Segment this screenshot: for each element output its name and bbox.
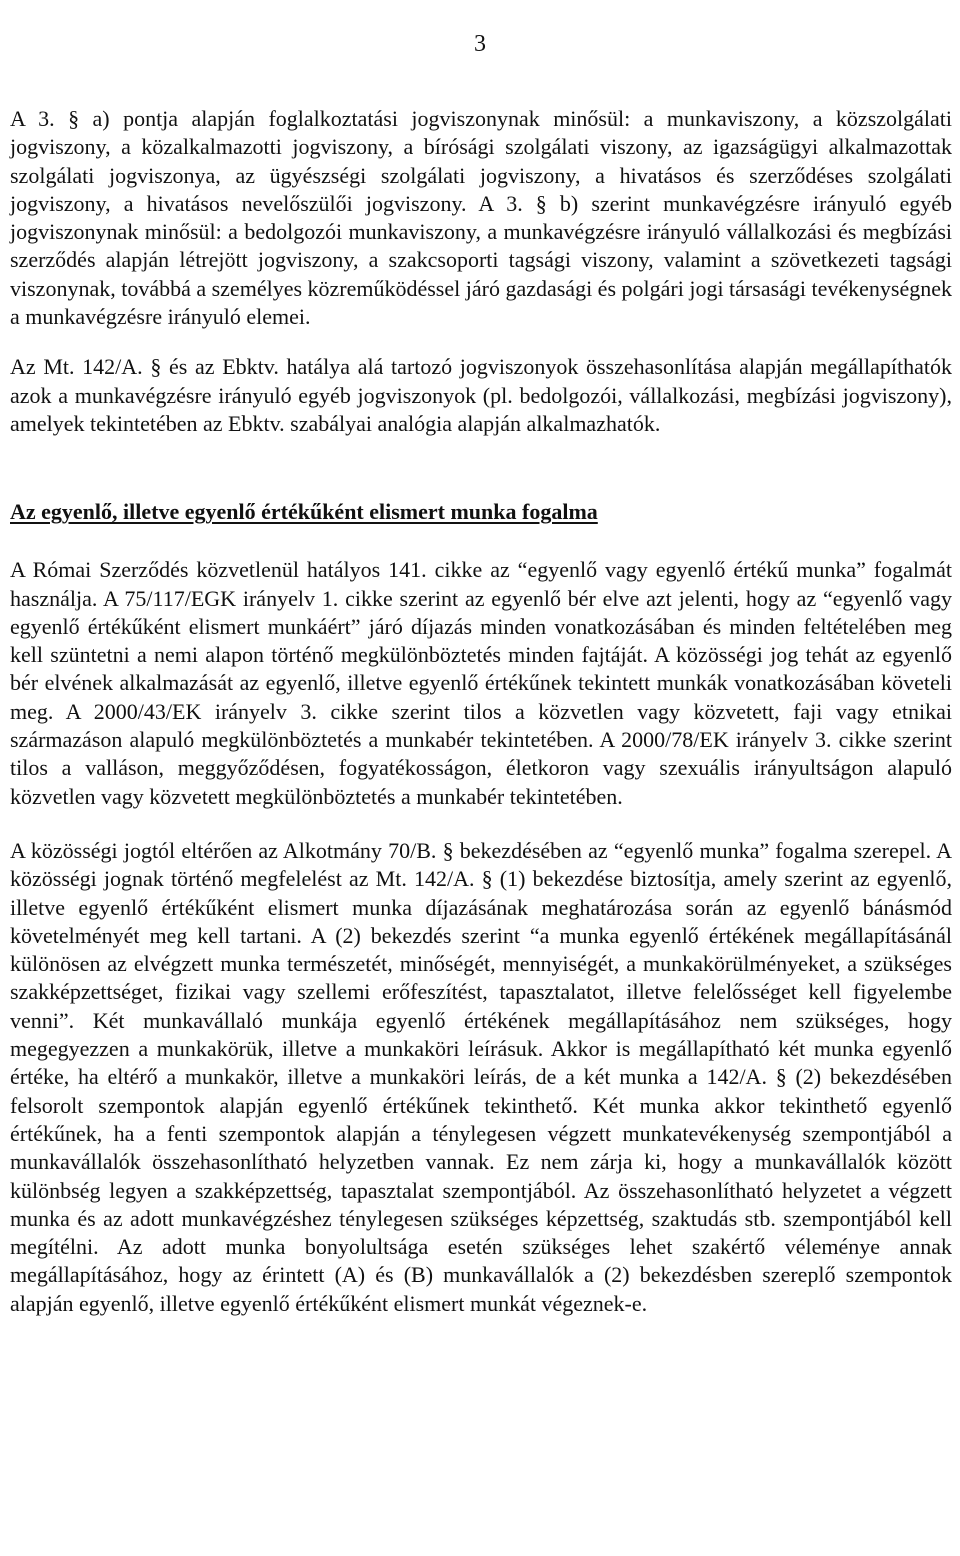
paragraph-employment-relationships: A 3. § a) pontja alapján foglalkoztatási jogviszonynak minősül: a munkaviszony, a közszolgálati jogviszony, a közalkalmazotti jogviszony, a bírósági szolgálati viszony, az igazságügyi alkalmazottak szolgálati jogviszonya, az ügyészségi szolgálati jogviszony, a hivatásos és szerződéses szolgálati jogviszony, a hivatásos nevelőszülői jogviszony. A 3. § b) szerint munkavégzésre irányuló egyéb jogviszonynak minősül: a bedolgozói munkaviszony, a munkavégzésre irányuló vállalkozási és megbízási szerződés alapján létrejött jogviszony, a szakcsoporti tagsági viszony, valamint a szövetkezeti tagsági viszonynak, továbbá a személyes közreműködéssel járó gazdasági és polgári jogi társasági tevékenységnek a munkavégzésre irányuló elemei. [10, 106, 953, 330]
document-body [10, 105, 952, 1318]
paragraph-equal-work-constitution: A közösségi jogtól eltérően az Alkotmány 70/B. § bekezdésében az “egyenlő munka” fogalma szerepel. A közösségi jognak történő megfelelést az Mt. 142/A. § (1) bekezdése biztosítja, amely szerint az egyenlő, illetve egyenlő értékűként elismert munka díjazásának meghatározása során az egyenlő bánásmód követelményét meg kell tartani. A (2) bekezdés szerint “a munka egyenlő értékének megállapításánál különösen az elvégzett munka természetét, minőségét, mennyiségét, a munkakörülményeket, a szükséges szakképzettséget, fizikai vagy szellemi erőfeszítést, tapasztalatot, illetve felelősséget kell figyelembe venni”. Két munkavállaló munkája egyenlő értékének megállapításához nem szükséges, hogy megegyezzen a munkakörük, illetve a munkaköri leírásuk. Akkor is megállapítható két munka egyenlő értéke, ha eltérő a munkakör, illetve a munkaköri leírás, de a két munka a 142/A. § (2) bekezdésében felsorolt szempontok alapján egyenlő értékűnek tekinthető. Két munka akkor tekinthető egyenlő értékűnek, ha a fenti szempontok alapján a ténylegesen végzett munkatevékenység szempontjából a munkavállalók összehasonlítható helyzetben vannak. Ez nem zárja ki, hogy a munkavállalók között különbség legyen a szakképzettség, tapasztalat szempontjából. Az összehasonlítható helyzetet a végzett munka és az adott munkavégzéshez ténylegesen szükséges képzettség, szaktudás stb. szempontjából kell megítélni. Az adott munka bonyolultsága esetén szükséges lehet szakértő véleménye annak megállapításához, hogy az érintett (A) és (B) munkavállalók a (2) bekezdésben szereplő szempontok alapján egyenlő, illetve egyenlő értékűként elismert munkát végeznek-e. [10, 837, 952, 1316]
page-number: 3 [474, 31, 486, 57]
paragraph-equal-work-eu: A Római Szerződés közvetlenül hatályos 141. cikke az “egyenlő vagy egyenlő értékű munka” fogalmát használja. A 75/117/EGK irányelv 1. cikke szerint az egyenlő bér elve azt jelenti, hogy az “egyenlő vagy egyenlő értékűként elismert munkáért” járó díjazás minden vonatkozásában és minden feltételében meg kell szüntetni a nemi alapon történő megkülönböztetés minden fajtáját. A közösségi jog tehát az egyenlő bér elvének alkalmazását az egyenlő, illetve egyenlő értékűnek tekintett munkák vonatkozásában követeli meg. A 2000/43/EK irányelv 3. cikke szerint tilos a közvetlen vagy közvetett, faji vagy etnikai származáson alapuló megkülönböztetés a munkabér tekintetében. A 2000/78/EK irányelv 3. cikke szerint tilos a valláson, meggyőződésen, fogyatékosságon, életkoron vagy szexuális irányultságon alapuló közvetlen vagy közvetett megkülönböztetés a munkabér tekintetében. [10, 557, 952, 809]
section-heading: Az egyenlő, illetve egyenlő értékűként elismert munka fogalma [10, 499, 598, 525]
paragraph-comparison: Az Mt. 142/A. § és az Ebktv. hatálya alá tartozó jogviszonyok összehasonlítása alapján megállapíthatók azok a munkavégzésre irányuló egyéb jogviszonyok (pl. bedolgozói, vállalkozási, megbízási jogviszony), amelyek tekintetében az Ebktv. szabályai analógia alapján alkalmazhatók. [10, 354, 952, 436]
